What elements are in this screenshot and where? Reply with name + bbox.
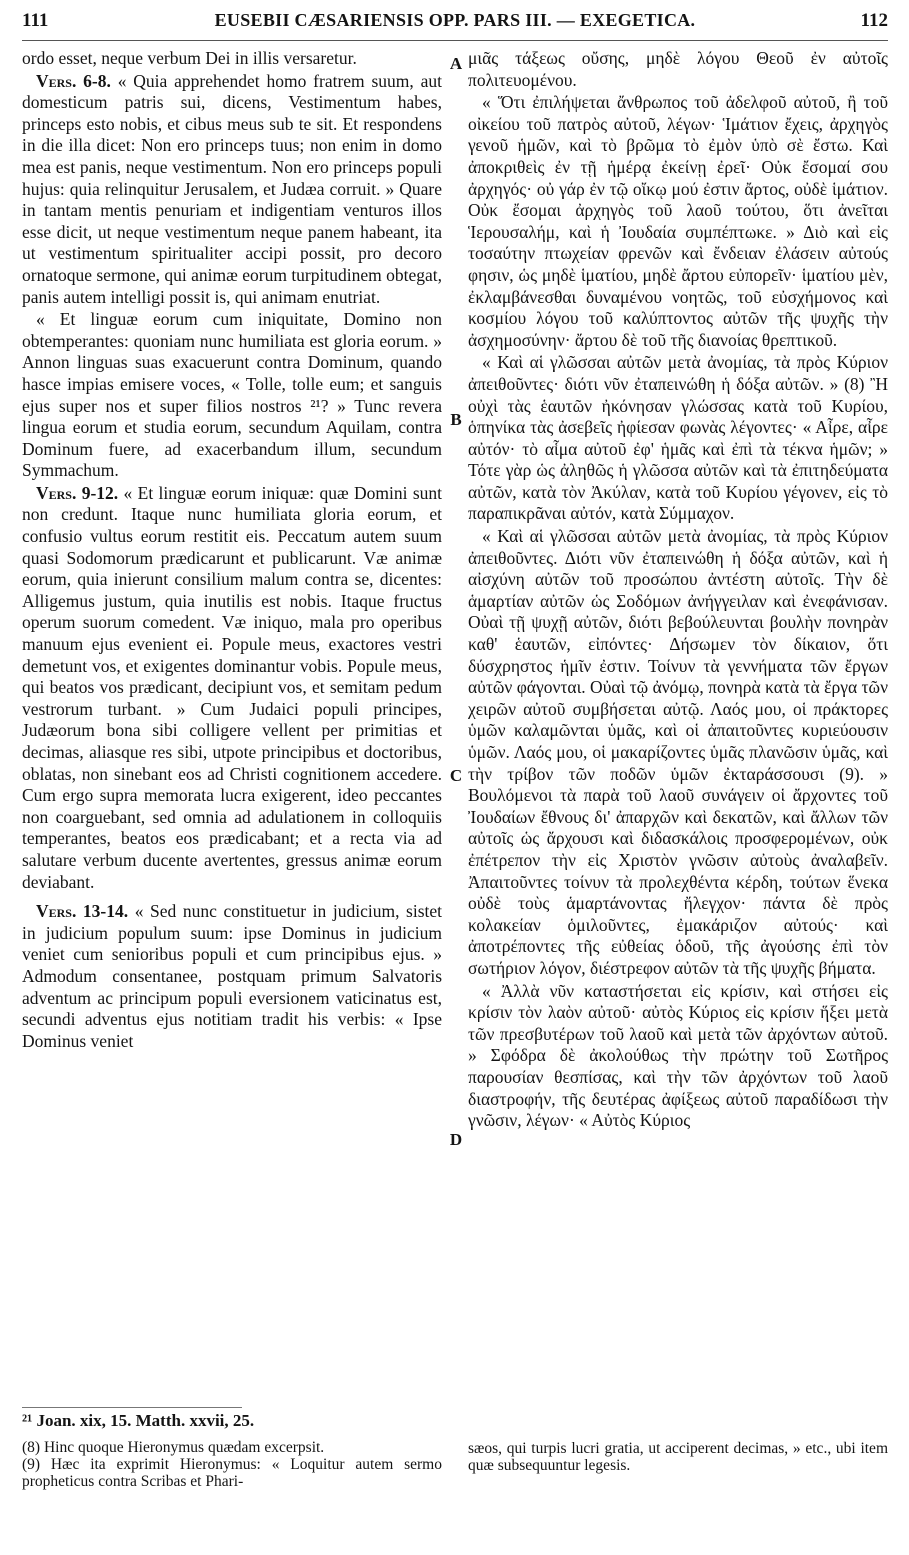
- margin-marker-a: A: [449, 54, 463, 73]
- verse-label: Vers. 13-14.: [36, 901, 129, 922]
- scripture-reference: ²¹ Joan. xix, 15. Matth. xxvii, 25.: [22, 1411, 255, 1430]
- footnote-8: (8) Hinc quoque Hieronymus quædam excerpsit.: [22, 1439, 325, 1456]
- page-number-right: 112: [860, 10, 888, 31]
- margin-marker-c: C: [449, 766, 463, 785]
- verse-label: Vers. 6-8.: [36, 70, 111, 91]
- page-number-left: 111: [22, 10, 49, 31]
- footnote-rule: [22, 1407, 242, 1408]
- greek-paragraph: « Ὅτι ἐπιλήψεται ἄνθρωπος τοῦ ἀδελφοῦ αὐτοῦ, ἢ τοῦ οἰκείου τοῦ πατρὸς αὐτοῦ, λέγων· Ἱμάτιον ἔχεις, ἀρχηγὸς γενοῦ ἡμῶν, καὶ τὸ βρῶμα τὸ ἐμὸν ὑπὸ σὲ ἔστω. Καὶ ἀποκριθεὶς ἐν τῇ ἡμέρᾳ ἐκείνῃ ἐρεῖ· Οὐκ ἔσομαί σου ἀρχηγός· οὐ γάρ ἐν τῷ οἴκῳ μού ἐστιν ἄρτος, οὐδὲ ἱμάτιον. Οὐκ ἔσομαι ἀρχηγὸς τοῦ λαοῦ τούτου, ὅτι ἀνεῖται Ἱερουσαλήμ, καὶ ἡ Ἰουδαία συμπέπτωκε. » Διὸ καὶ εἰς τοσαύτην πτωχείαν φρενῶν καὶ ἔνδειαν ἐλάσειν αὐτούς φησιν, ὡς μηδὲ ἱματίου, μηδὲ ἄρτου εὐπορεῖν· ἱματίου μὲν, ἐκλαμβάνεσθαι δυναμένου νοητῶς, τοῦ εὐσχήμονος καὶ κοσμίου λόγου τοῦ καλύπτοντος αὐτῶν τῆς ψυχῆς τὴν ἀσχημοσύνην· ἄρτου δὲ τοῦ τῆς διανοίας θρεπτικοῦ.: [468, 92, 888, 350]
- running-title: EUSEBII CÆSARIENSIS OPP. PARS III. — EXEGETICA.: [214, 10, 696, 30]
- latin-paragraph: [22, 901, 442, 1052]
- verse-label: Vers. 9-12.: [36, 482, 119, 503]
- running-header: [22, 6, 888, 41]
- latin-column: [22, 48, 442, 1052]
- footnotes: [22, 1412, 442, 1490]
- latin-paragraph: [22, 71, 442, 309]
- greek-column: [468, 48, 888, 1132]
- greek-paragraph: « Καὶ αἱ γλῶσσαι αὐτῶν μετὰ ἀνομίας, τὰ πρὸς Κύριον ἀπειθοῦντες. Διότι νῦν ἐταπεινώθη ἡ δόξα αὐτῶν, καὶ ἡ αἰσχύνη αὐτῶν τοῦ προσώπου ἀντέστη αὐτοῖς. Τὴν δὲ ἁμαρτίαν αὐτῶν ὡς Σοδόμων ἀνήγγειλαν καὶ ἐνεφάνισαν. Οὐαὶ τῇ ψυχῇ αὐτῶν, διότι βεβούλευνται βουλὴν πονηρὰν καθ' ἑαυτῶν, εἰπόντες· Δήσωμεν τὸν δίκαιον, ὅτι δύσχρηστος ἡμῖν ἐστιν. Τοίνυν τὰ γεννήματα τῶν ἔργων αὐτῶν φάγονται. Οὐαὶ τῷ ἀνόμῳ, πονηρὰ κατὰ τὰ ἔργα τῶν χειρῶν αὐτοῦ συμβήσεται αὐτῷ. Λαός μου, οἱ πράκτορες ὑμῶν καλαμῶνται ὑμᾶς, καὶ οἱ ἀπαιτοῦντες κυριεύουσιν ὑμῶν. Λαός μου, οἱ μακαρίζοντες ὑμᾶς πλανῶσιν ὑμᾶς, καὶ τὴν τρίβον τῶν ποδῶν ὑμῶν ἐκταράσσουσι (9). » Βουλόμενοι τὰ παρὰ τοῦ λαοῦ συνάγειν οἱ ἄρχοντες τοῦ Ἰουδαίων ἔθνους δι' ἀπαρχῶν καὶ δεκατῶν, καὶ ἄλλων τῶν αὐτοῖς ὡς ἄρχουσι καὶ διδασκάλοις προσφερομένων, οὐκ ἐπέτρεπον τὴν εἰς Χριστὸν γνῶσιν αὐτοὺς ἀναλαβεῖν. Ἀπαιτοῦντες τοίνυν τὰ προλεχθέντα κέρδη, τούτων ἕνεκα οὐδὲ τοὺς ἁμαρτάνοντας ἤλεγχον· πάντα δὲ πρὸς κολακείαν ὁμιλοῦντες, ἐμακάριζον αὐτούς· καὶ ἀποτρέποντες τῆς εὐθείας ὁδοῦ, τῆς ἀγούσης ἐπὶ τὸν σωτήριον λόγον, διέστρεφον αὐτῶν τὰ τῆς ψυχῆς βήματα.: [468, 526, 888, 978]
- latin-text: « Et linguæ eorum iniquæ: quæ Domini sunt non credunt. Itaque nunc humiliata gloria eorum, et confusio vultus eorum restitit eis. Peccatum autem suum quasi Sodomorum prædicarunt et publicarunt. Væ animæ eorum, quia inierunt consilium malum contra se, dicentes: Alligemus justum, quia inutilis est nobis. Itaque fructus operum suorum comedent. Væ iniquo, mala pro operibus manuum ejus evenient ei. Popule meus, exactores vestri demetunt vos, et exigentes dominantur vobis. Popule meus, qui beatos vos prædicant, decipiunt vos, et semitam pedum vestrorum turbant. » Cum Judaici populi principes, Judæorum bona sibi colligere vellent per primitias et decimas, aliasque res sibi, utpote principibus et doctoribus, oblatas, non sinebant eos ad Christi cognitionem accedere. Cum ergo supra memorata lucra exigerent, ideo peccantes non coarguebant, sed omnia ad adulationem in colloquiis temperantes, beatos eos prædicabant; et a recta via ad salutare verbum ducente avertentes, gressus animæ eorum deviabant.: [22, 482, 443, 892]
- latin-paragraph: ordo esset, neque verbum Dei in illis versaretur.: [22, 48, 357, 68]
- greek-paragraph: μιᾶς τάξεως οὔσης, μηδὲ λόγου Θεοῦ ἐν αὐτοῖς πολιτευομένου.: [468, 48, 888, 90]
- margin-marker-b: B: [450, 410, 462, 429]
- greek-paragraph: « Ἀλλὰ νῦν καταστήσεται εἰς κρίσιν, καὶ στήσει εἰς κρίσιν τὸν λαὸν αὐτοῦ· αὐτὸς Κύριος εἰς κρίσιν ἥξει μετὰ τῶν πρεσβυτέρων τοῦ λαοῦ καὶ μετὰ τῶν ἀρχόντων αὐτοῦ. » Σφόδρα δὲ ἀκολούθως τὴν πρώτην τοῦ Σωτῆρος παρουσίαν θεσπίσας, καὶ τὴν τῶν ἀρχόντων τοῦ λαοῦ διαστροφήν, τῆς δευτέρας ἀφίξεως αὐτοῦ παραδίδωσι τὴν γνῶσιν, λέγων· « Αὐτὸς Κύριος: [468, 980, 888, 1131]
- footnote-9: (9) Hæc ita exprimit Hieronymus: « Loquitur autem sermo propheticus contra Scribas et Phari-: [22, 1456, 442, 1490]
- latin-text: « Sed nunc constituetur in judicium, sistet in judicium populum suum: ipse Dominus in judicium veniet cum senioribus populi et cum principibus ejus. » Admodum consentanee, postquam primum Salvatoris adventum ac principum populi eversionem vaticinatus est, secundi adventus ejus notitiam tradit his verbis: « Ipse Dominus veniet: [22, 901, 442, 1051]
- footnote-9-continued: sæos, qui turpis lucri gratia, ut acciperent decimas, » etc., ubi item quæ subsequuntur legesis.: [468, 1440, 888, 1474]
- margin-marker-d: D: [449, 1130, 463, 1149]
- latin-text: « Quia apprehendet homo fratrem suum, aut domesticum patris sui, dicens, Vestimentum habes, princeps esto nobis, et cibus meus sub te sit. Et respondens in die illa dicet: Non ero princeps tuus; non enim in domo mea est panis, neque vestimentum. Non ero princeps populi hujus: quia relinquitur Jerusalem, et Judæa corruit. » Quare in tantam mentis penuriam et indigentiam venturos illos esse dicit, ut neque vestimentum neque panem habeant, ita ut vestimentum spiritualiter accipi possit, pro decoro ornatoque sermone, qui animæ eorum turpitudinem obtegat, panis autem intelligi possit is, qui animam enutriat.: [22, 70, 442, 307]
- latin-paragraph: « Et linguæ eorum cum iniquitate, Domino non obtemperantes: quoniam nunc humiliata est gloria eorum. » Annon linguas suas exacuerunt contra Dominum, quando hasce impias emisere voces, « Tolle, tolle eum; et sanguis ejus super nos et super filios nostros ²¹? » Tunc revera lingua eorum et studia eorum, secundum Aquilam, contra Dominum fuere, ad exacerbandum illum, secundum Symmachum.: [22, 309, 442, 481]
- greek-paragraph: « Καὶ αἱ γλῶσσαι αὐτῶν μετὰ ἀνομίας, τὰ πρὸς Κύριον ἀπειθοῦντες· διότι νῦν ἐταπεινώθη ἡ δόξα αὐτῶν. » (8) Ἢ οὐχὶ τὰς ἑαυτῶν ἠκόνησαν γλώσσας κατὰ τοῦ Κυρίου, ὁπηνίκα τὰς ἀσεβεῖς ἠφίεσαν φωνὰς λέγοντες· « Αἶρε, αἶρε αὐτόν· τὸ αἷμα αὐτοῦ ἐφ' ἡμᾶς καὶ ἐπὶ τὰ τέκνα ἡμῶν; » Τότε γὰρ ὡς ἀληθῶς ἡ γλῶσσα αὐτῶν καὶ τὰ ἐπιτηδεύματα αὐτῶν, κατὰ τὸν Ἀκύλαν, κατὰ τοῦ Κυρίου γέγονεν, εἰς τὸ παραπικρᾶναι αὐτόν, κατὰ Σύμμαχον.: [468, 352, 888, 524]
- latin-paragraph: [22, 483, 442, 893]
